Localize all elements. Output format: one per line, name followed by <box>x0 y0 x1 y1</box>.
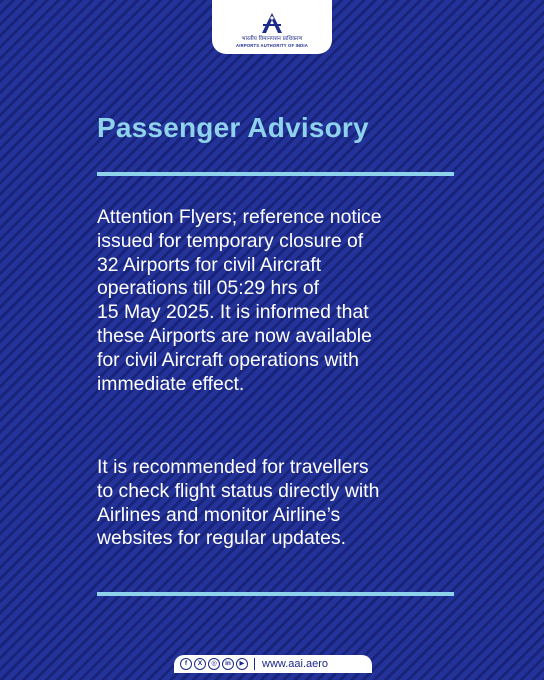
aai-emblem-icon <box>260 12 284 34</box>
advisory-paragraph-2: It is recommended for travellers to check flight status directly with Airlines and monitor Airline’s websites for regular updates. <box>97 456 380 550</box>
org-name-english: AIRPORTS AUTHORITY OF INDIA <box>236 43 308 48</box>
bottom-divider <box>97 592 454 596</box>
org-name-hindi: भारतीय विमानपत्तन प्राधिकरण <box>241 36 303 42</box>
facebook-icon[interactable]: f <box>180 658 192 670</box>
footer-divider <box>254 658 255 670</box>
advisory-paragraph-1: Attention Flyers; reference notice issued for temporary closure of 32 Airports for civil Aircraft operations till 05:29 hrs of 15 May 2025. It is informed that these Airports are now available for civil Aircraft operations with immediate effect. <box>97 206 382 395</box>
top-divider <box>97 172 454 176</box>
footer-bar <box>174 655 372 673</box>
header-logo-tab <box>212 0 332 54</box>
website-link[interactable]: www.aai.aero <box>262 658 329 670</box>
instagram-icon[interactable]: ◎ <box>208 658 220 670</box>
youtube-icon[interactable]: ▶ <box>236 658 248 670</box>
social-links <box>180 658 248 670</box>
linkedin-icon[interactable]: in <box>222 658 234 670</box>
x-icon[interactable]: X <box>194 658 206 670</box>
advisory-title: Passenger Advisory <box>97 112 369 143</box>
